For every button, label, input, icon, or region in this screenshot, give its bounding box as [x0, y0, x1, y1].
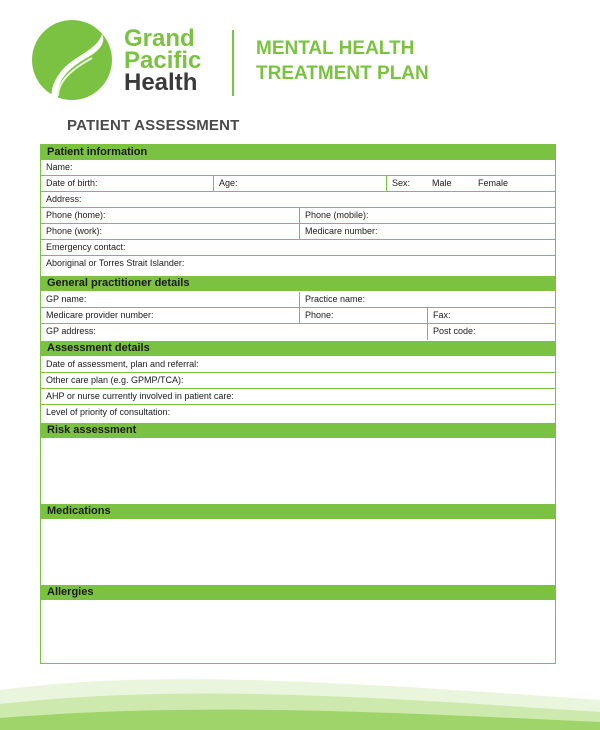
label-ahp: AHP or nurse currently involved in patient care:	[46, 391, 234, 401]
label-gp-name[interactable]: GP name:	[46, 294, 87, 304]
label-gp-fax[interactable]: Fax:	[427, 308, 451, 323]
section-header-gp: General practitioner details	[41, 276, 555, 291]
label-post-code[interactable]: Post code:	[427, 324, 476, 340]
row-ahp[interactable]	[41, 389, 555, 405]
label-gp-phone[interactable]: Phone:	[299, 308, 334, 323]
row-gp-name	[41, 292, 555, 308]
brand-line-3: Health	[124, 69, 198, 96]
footer-wave-decoration	[0, 670, 600, 730]
row-aboriginal[interactable]	[41, 256, 555, 272]
label-priority: Level of priority of consultation:	[46, 407, 171, 417]
section-header-assessment: Assessment details	[41, 341, 555, 356]
label-age[interactable]: Age:	[213, 176, 238, 191]
label-gp-address[interactable]: GP address:	[46, 326, 96, 336]
row-phone-work	[41, 224, 555, 240]
row-address[interactable]	[41, 192, 555, 208]
label-provider-number[interactable]: Medicare provider number:	[46, 310, 154, 320]
row-priority[interactable]	[41, 405, 555, 421]
label-other-care-plan: Other care plan (e.g. GPMP/TCA):	[46, 375, 184, 385]
label-name: Name:	[46, 162, 73, 172]
row-assessment-date[interactable]	[41, 357, 555, 373]
label-assessment-date: Date of assessment, plan and referral:	[46, 359, 199, 369]
label-emergency-contact: Emergency contact:	[46, 242, 126, 252]
medications-field[interactable]	[41, 519, 555, 585]
brand-name	[124, 25, 202, 96]
document-title	[256, 36, 429, 86]
document-title-line-2: TREATMENT PLAN	[256, 63, 429, 84]
header-divider	[232, 30, 234, 96]
allergies-field[interactable]	[41, 600, 555, 664]
section-header-allergies: Allergies	[41, 585, 555, 600]
label-phone-mobile[interactable]: Phone (mobile):	[299, 208, 369, 223]
section-header-risk: Risk assessment	[41, 423, 555, 438]
row-phone-home	[41, 208, 555, 224]
option-male[interactable]: Male	[432, 178, 452, 188]
brand-line-2: Pacific	[124, 47, 202, 74]
option-female[interactable]: Female	[478, 178, 509, 188]
label-address: Address:	[46, 194, 82, 204]
row-dob	[41, 176, 555, 192]
brand-line-1: Grand	[124, 25, 195, 52]
row-name[interactable]	[41, 160, 555, 176]
row-provider-number	[41, 308, 555, 324]
label-dob[interactable]: Date of birth:	[46, 178, 98, 188]
risk-assessment-field[interactable]	[41, 438, 555, 504]
label-practice-name[interactable]: Practice name:	[299, 292, 365, 307]
document-subtitle: PATIENT ASSESSMENT	[67, 117, 240, 134]
section-header-medications: Medications	[41, 504, 555, 519]
grand-pacific-health-logo-icon	[28, 20, 118, 100]
label-aboriginal: Aboriginal or Torres Strait Islander:	[46, 258, 185, 268]
label-phone-home[interactable]: Phone (home):	[46, 210, 106, 220]
section-header-patient: Patient information	[41, 145, 555, 160]
row-emergency-contact[interactable]	[41, 240, 555, 256]
row-gp-address	[41, 324, 555, 340]
row-other-care-plan[interactable]	[41, 373, 555, 389]
label-phone-work[interactable]: Phone (work):	[46, 226, 103, 236]
assessment-form	[40, 144, 556, 664]
label-sex: Sex:	[386, 176, 426, 191]
document-title-line-1: MENTAL HEALTH	[256, 38, 415, 59]
label-medicare-number[interactable]: Medicare number:	[299, 224, 378, 239]
